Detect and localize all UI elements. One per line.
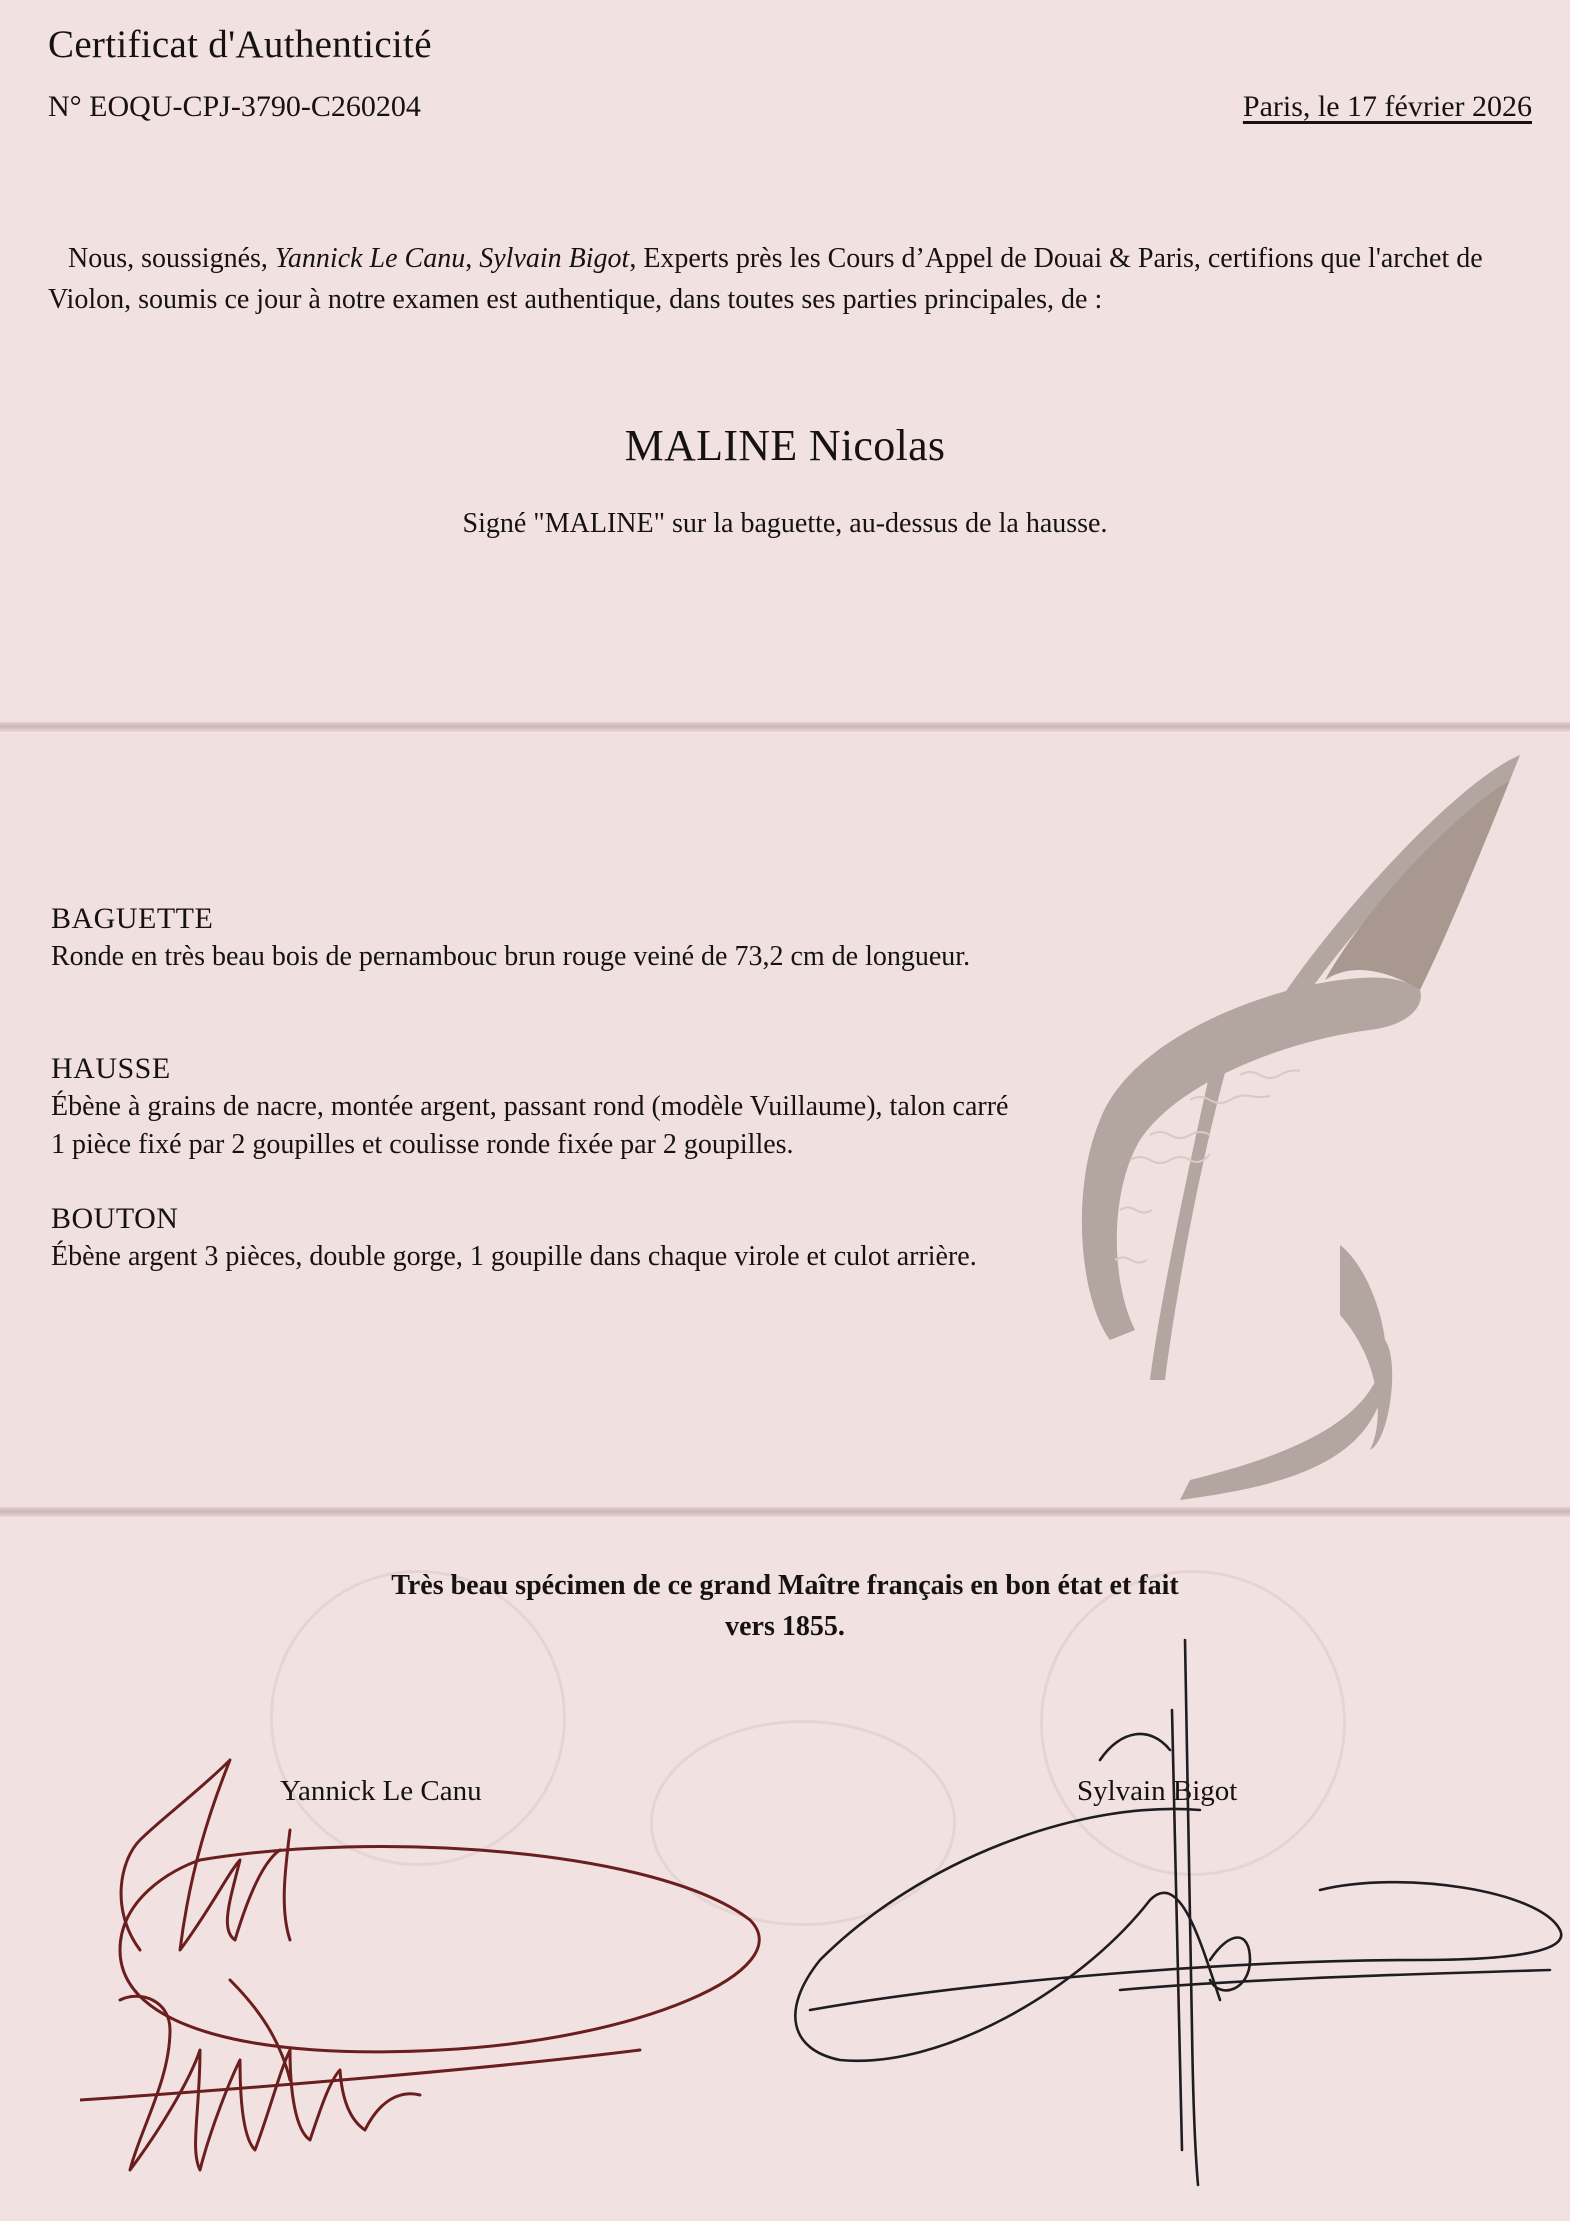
section-baguette: [51, 900, 1011, 976]
place-and-date: Paris, le 17 février 2026: [1242, 90, 1532, 123]
certificate-number: N° EOQU-CPJ-3790-C260204: [48, 90, 421, 123]
handwritten-signature-2: [780, 1630, 1570, 2190]
expert-1-name: Yannick Le Canu: [280, 1775, 482, 1807]
section-heading: BAGUETTE: [51, 902, 214, 935]
section-text: Ébène à grains de nacre, montée argent, passant rond (modèle Vuillaume), talon carré 1 pièce fixé par 2 goupilles et coulisse ronde fixée par 2 goupilles.: [51, 1091, 1009, 1160]
bow-scroll-logo: [1040, 740, 1540, 1500]
maker-signature-note: Signé "MALINE" sur la baguette, au-dessus de la hausse.: [462, 508, 1108, 539]
paper-fold: [0, 1507, 1570, 1517]
handwritten-signature-1: [80, 1750, 780, 2210]
maker-name: MALINE Nicolas: [624, 421, 946, 470]
closing-line: vers 1855.: [725, 1611, 845, 1642]
section-text: Ronde en très beau bois de pernambouc brun rouge veiné de 73,2 cm de longueur.: [51, 941, 971, 972]
paper-fold: [0, 722, 1570, 732]
section-heading: BOUTON: [51, 1202, 179, 1235]
section-heading: HAUSSE: [51, 1052, 171, 1085]
expert-2-inline: Sylvain Bigot: [479, 243, 630, 274]
intro-separator: ,: [465, 243, 480, 274]
section-hausse: [51, 1050, 1011, 1164]
closing-line: Très beau spécimen de ce grand Maître français en bon état et fait: [391, 1570, 1179, 1601]
section-bouton: [51, 1200, 1011, 1276]
certificate-title: Certificat d'Authenticité: [48, 23, 432, 66]
intro-text: , Experts près les Cours d’Appel de Douai & Paris, certifions que l'archet de Violon, soumis ce jour à notre examen est authentique, dans toutes ses parties principales, de :: [48, 243, 1483, 315]
expert-1-inline: Yannick Le Canu: [274, 243, 466, 274]
intro-lead: Nous, soussignés,: [68, 243, 275, 274]
certification-statement: [48, 238, 1488, 320]
section-text: Ébène argent 3 pièces, double gorge, 1 goupille dans chaque virole et culot arrière.: [51, 1241, 977, 1272]
expert-2-name: Sylvain Bigot: [1077, 1775, 1238, 1807]
